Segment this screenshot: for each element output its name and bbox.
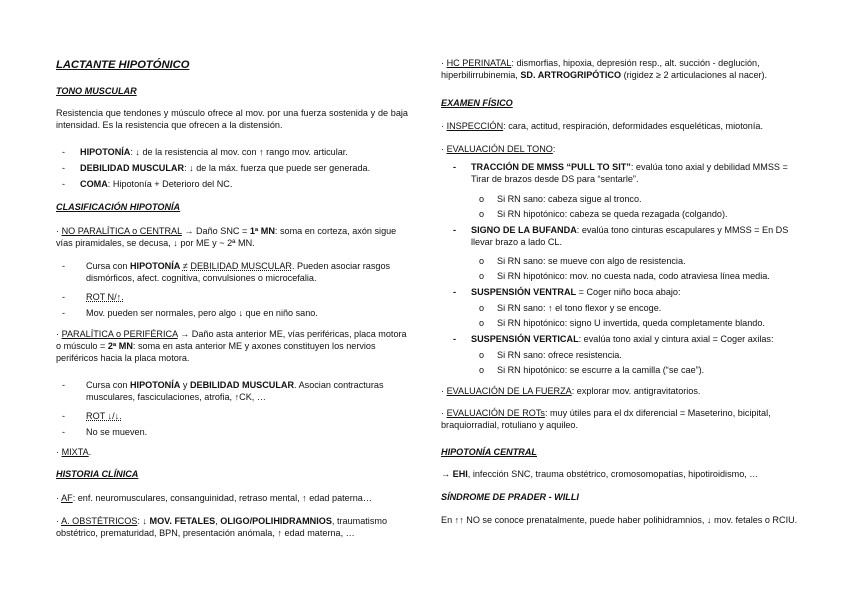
document-title: LACTANTE HIPOTÓNICO bbox=[56, 59, 190, 71]
central-paragraph: · NO PARALÍTICA o CENTRAL → Daño SNC = 1ª MN: soma en corteza, axón sigue vías piramidales, se decusa, ↓ por ME y ~ 2ª MN. bbox=[56, 226, 397, 248]
heading-clasificacion: CLASIFICACIÓN HIPOTONÍA bbox=[56, 202, 181, 212]
mixta-item: · MIXTA. bbox=[56, 447, 92, 457]
af-item: · AF: enf. neuromusculares, consanguinidad, retraso mental, ↑ edad paterna… bbox=[56, 493, 372, 503]
heading-hipotonia-central: HIPOTONÍA CENTRAL bbox=[441, 447, 537, 457]
hipotonia-central-causes: → EHI, infección SNC, trauma obstétrico, cromosomopatías, hipotiroidismo, … bbox=[441, 469, 759, 479]
heading-examen-fisico: EXAMEN FÍSICO bbox=[441, 98, 513, 108]
heading-prader-willi: SÍNDROME DE PRADER - WILLI bbox=[441, 492, 579, 502]
inspeccion-item: · INSPECCIÓN: cara, actitud, respiración, deformidades esqueléticas, miotonía. bbox=[441, 121, 763, 131]
tono-definition: Resistencia que tendones y músculo ofrece al mov. por una fuerza sostenida y de baja intensidad. Es la resistencia que ofrecen a la distensión. bbox=[56, 108, 408, 130]
heading-tono-muscular: TONO MUSCULAR bbox=[56, 86, 137, 96]
evaluacion-rots-item: · EVALUACIÓN DE ROTs: muy útiles para el dx diferencial = Maseterino, bicipital, braquiorradial, rotuliano y aquileo. bbox=[441, 408, 771, 430]
obstetricos-item: · A. OBSTÉTRICOS: ↓ MOV. FETALES, OLIGO/POLIHIDRAMNIOS, traumatismo obstétrico, prematuridad, BPN, presentación anómala, ↑ edad materna, … bbox=[56, 516, 388, 538]
document-page: LACTANTE HIPOTÓNICO TONO MUSCULAR Resistencia que tendones y músculo ofrece al mov. por una fuerza sostenida y de baja intensidad. Es la resistencia que ofrecen a la distensión. - HIPOTONÍA: ↓ de la resistencia al mov. con ↑ rango mov. articular. - DEBILIDAD MUSCULAR: ↓ de la máx. fuerza que puede ser generada. - COMA: Hipotonía + Deterioro del NC. CLASIFICACIÓN HIPOTONÍA · NO PARALÍTICA o CENTRAL → Daño SNC = 1ª MN: soma en corteza, axón sigue vías piramidales, se decusa, ↓ por ME y ~ 2ª MN. - Cursa con HIPOTONÍA ≠ DEBILIDAD MUSCULAR. Pueden asociar rasgos dismórficos, afect. cognitiva, convulsiones o microcefalia. - ROT N/↑. - Mov. pueden ser normales, pero algo ↓ que en niño sano. · PARALÍTICA o PERIFÉRICA → Daño asta anterior ME, vías periféricas, placa motora o músculo = 2ª MN: soma en asta anterior ME y axones constituyen los nervios periféricos hacia la placa motora. - Cursa con HIPOTONÍA y DEBILIDAD MUSCULAR. Asocian contracturas musculares, fasciculaciones, atrofia, ↑CK, … - ROT ↓/↓. - No se mueven. · MIXTA. HISTORIA CLÍNICA · AF: enf. neuromusculares, consanguinidad, retraso mental, ↑ edad paterna… · A. OBSTÉTRICOS: ↓ MOV. FETALES, OLIGO/POLIHIDRAMNIOS, traumatismo obstétrico, prematuridad, BPN, presentación anómala, ↑ edad materna, … · HC PERINATAL: dismorfias, hipoxia, depresión resp., alt. succión - deglución, hiperbilirrubinemia, SD. ARTROGRIPÓTICO (rigidez ≥ 2 articulaciones al nacer). EXAMEN FÍSICO · INSPECCIÓN: cara, actitud, respiración, deformidades esqueléticas, miotonía. · EVALUACIÓN DEL TONO: - TRACCIÓN DE MMSS “PULL TO SIT”: evalúa tono axial y debilidad MMSS = Tirar de brazos desde DS para “sentarle”. o Si RN sano: cabeza sigue al tronco. o Si RN hipotónico: cabeza se queda rezagada (colgando). - SIGNO DE LA BUFANDA: evalúa tono cinturas escapulares y MMSS = En DS llevar brazo a lado CL. o Si RN sano: se mueve con algo de resistencia. o Si RN hipotónico: mov. no cuesta nada, codo atraviesa línea media. - SUSPENSIÓN VENTRAL = Coger niño boca abajo: o Si RN sano: ↑ el tono flexor y se encoge. o Si RN hipotónico: signo U invertida, queda completamente blando. - SUSPENSIÓN VERTICAL: evalúa tono axial y cintura axial = Coger axilas: o Si RN sano: ofrece resistencia. o Si RN hipotónico: se escurre a la camilla (“se cae”). · EVALUACIÓN DE LA FUERZA: explorar mov. antigravitatorios. · EVALUACIÓN DE ROTs: muy útiles para el dx diferencial = Maseterino, bicipital, braquiorradial, rotuliano y aquileo. HIPOTONÍA CENTRAL → EHI, infección SNC, trauma obstétrico, cromosomopatías, hipotiroidismo, … SÍNDROME DE PRADER - WILLI En ↑↑ NO se conoce prenatalmente, puede haber polihidramnios, ↓ mov. fetales o RCIU. bbox=[56, 58, 798, 538]
evaluacion-tono-item: · EVALUACIÓN DEL TONO: bbox=[441, 144, 556, 154]
evaluacion-fuerza-item: · EVALUACIÓN DE LA FUERZA: explorar mov. antigravitatorios. bbox=[441, 386, 701, 396]
periferica-paragraph: · PARALÍTICA o PERIFÉRICA → Daño asta anterior ME, vías periféricas, placa motora o músculo = 2ª MN: soma en asta anterior ME y axones constituyen los nervios periféricos hacia la placa motora. bbox=[56, 329, 407, 363]
hc-perinatal-item: · HC PERINATAL: dismorfias, hipoxia, depresión resp., alt. succión - deglución, hiperbilirrubinemia, SD. ARTROGRIPÓTICO (rigidez ≥ 2 articulaciones al nacer). bbox=[441, 58, 768, 80]
prader-willi-text: En ↑↑ NO se conoce prenatalmente, puede haber polihidramnios, ↓ mov. fetales o RCIU. bbox=[441, 515, 798, 525]
heading-historia-clinica: HISTORIA CLÍNICA bbox=[56, 469, 139, 479]
